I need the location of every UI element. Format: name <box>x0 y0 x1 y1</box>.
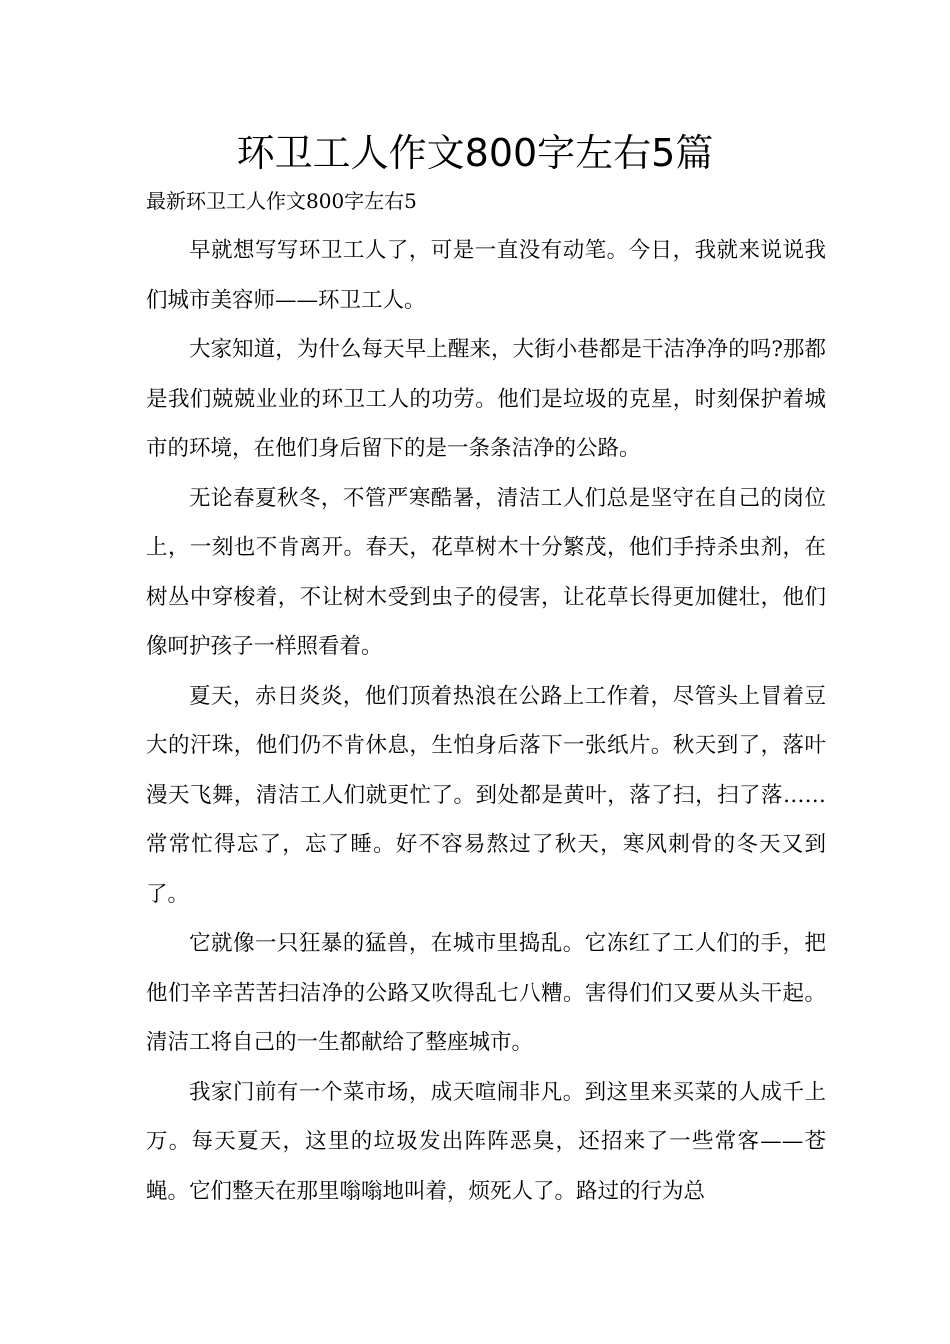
document-subtitle: 最新环卫工人作文800字左右5 <box>146 189 417 213</box>
paragraph-5: 它就像一只狂暴的猛兽，在城市里捣乱。它冻红了工人们的手，把他们辛辛苦苦扫洁净的公路又吹得乱七八糟。害得们们又要从头干起。清洁工将自己的一生都献给了整座城市。 <box>146 931 826 1055</box>
document-title: 环卫工人作文800字左右5篇 <box>236 131 714 175</box>
paragraph-2: 大家知道，为什么每天早上醒来，大街小巷都是干洁净净的吗?那都是我们兢兢业业的环卫工人的功劳。他们是垃圾的克星，时刻保护着城市的环境，在他们身后留下的是一条条洁净的公路。 <box>146 337 826 461</box>
paragraph-1: 早就想写写环卫工人了，可是一直没有动笔。今日，我就来说说我们城市美容师——环卫工人。 <box>146 238 826 313</box>
paragraph-3: 无论春夏秋冬，不管严寒酷暑，清洁工人们总是坚守在自己的岗位上，一刻也不肯离开。春天，花草树木十分繁茂，他们手持杀虫剂，在树丛中穿梭着，不让树木受到虫子的侵害，让花草长得更加健壮，他们像呵护孩子一样照看着。 <box>146 485 826 659</box>
paragraph-6: 我家门前有一个菜市场，成天喧闹非凡。到这里来买菜的人成千上万。每天夏天，这里的垃圾发出阵阵恶臭，还招来了一些常客——苍蝇。它们整天在那里嗡嗡地叫着，烦死人了。路过的行为总 <box>146 1079 826 1204</box>
paragraph-4: 夏天，赤日炎炎，他们顶着热浪在公路上工作着，尽管头上冒着豆大的汗珠，他们仍不肯休息，生怕身后落下一张纸片。秋天到了，落叶漫天飞舞，清洁工人们就更忙了。到处都是黄叶，落了扫，扫了落……常常忙得忘了，忘了睡。好不容易熬过了秋天，寒风刺骨的冬天又到了。 <box>146 683 826 907</box>
document-body <box>146 226 826 1216</box>
